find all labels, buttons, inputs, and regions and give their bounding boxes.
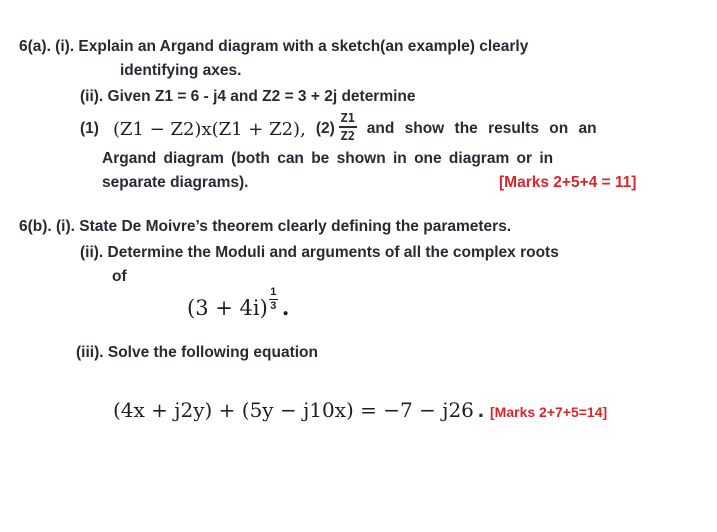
q6a-part2-label: (2) <box>315 120 335 137</box>
q6b-line-3: of <box>112 268 127 285</box>
q6b-equation-dot: . <box>477 397 485 422</box>
q6b-equation-row <box>113 397 607 423</box>
fraction-bar <box>339 126 357 128</box>
q6a-marks: [Marks 2+5+4 = 11] <box>499 174 637 191</box>
q6a-part2-numerator: Z1 <box>340 111 355 126</box>
q6a-line-2: identifying axes. <box>120 62 242 79</box>
q6b-root-exponent <box>269 287 278 312</box>
q6a-line-5: Argand diagram (both can be shown in one diagram or in <box>102 150 554 167</box>
q6b-exponent-denominator: 3 <box>270 300 277 313</box>
q6b-root-base: (3 + 4i) <box>187 296 268 320</box>
q6a-parts-row <box>80 111 597 144</box>
q6b-root-expression <box>187 286 290 321</box>
q6a-line-3: (ii). Given Z1 = 6 - j4 and Z2 = 3 + 2j determine <box>80 88 416 105</box>
q6a-line-1: 6(a). (i). Explain an Argand diagram with a sketch(an example) clearly <box>19 38 529 55</box>
q6b-equation: (4x + j2y) + (5y − j10x) = −7 − j26 <box>113 398 474 422</box>
q6a-part1-expr: (Z1 − Z2)x(Z1 + Z2), <box>112 118 306 140</box>
q6a-line-6: separate diagrams). <box>102 174 249 191</box>
q6b-line-1: 6(b). (i). State De Moivre’s theorem clearly defining the parameters. <box>19 218 512 235</box>
q6a-part2-denominator: Z2 <box>340 128 355 143</box>
q6b-marks: [Marks 2+7+5=14] <box>490 404 608 420</box>
q6b-exponent-numerator: 1 <box>270 286 277 298</box>
q6a-part1-label: (1) <box>80 120 99 137</box>
q6b-line-4: (iii). Solve the following equation <box>76 344 318 361</box>
q6a-part2-tail: and show the results on an <box>366 120 597 137</box>
q6b-root-dot: . <box>281 295 290 321</box>
q6b-line-2: (ii). Determine the Moduli and arguments of all the complex roots <box>80 244 559 261</box>
q6a-part2-fraction <box>339 112 357 142</box>
